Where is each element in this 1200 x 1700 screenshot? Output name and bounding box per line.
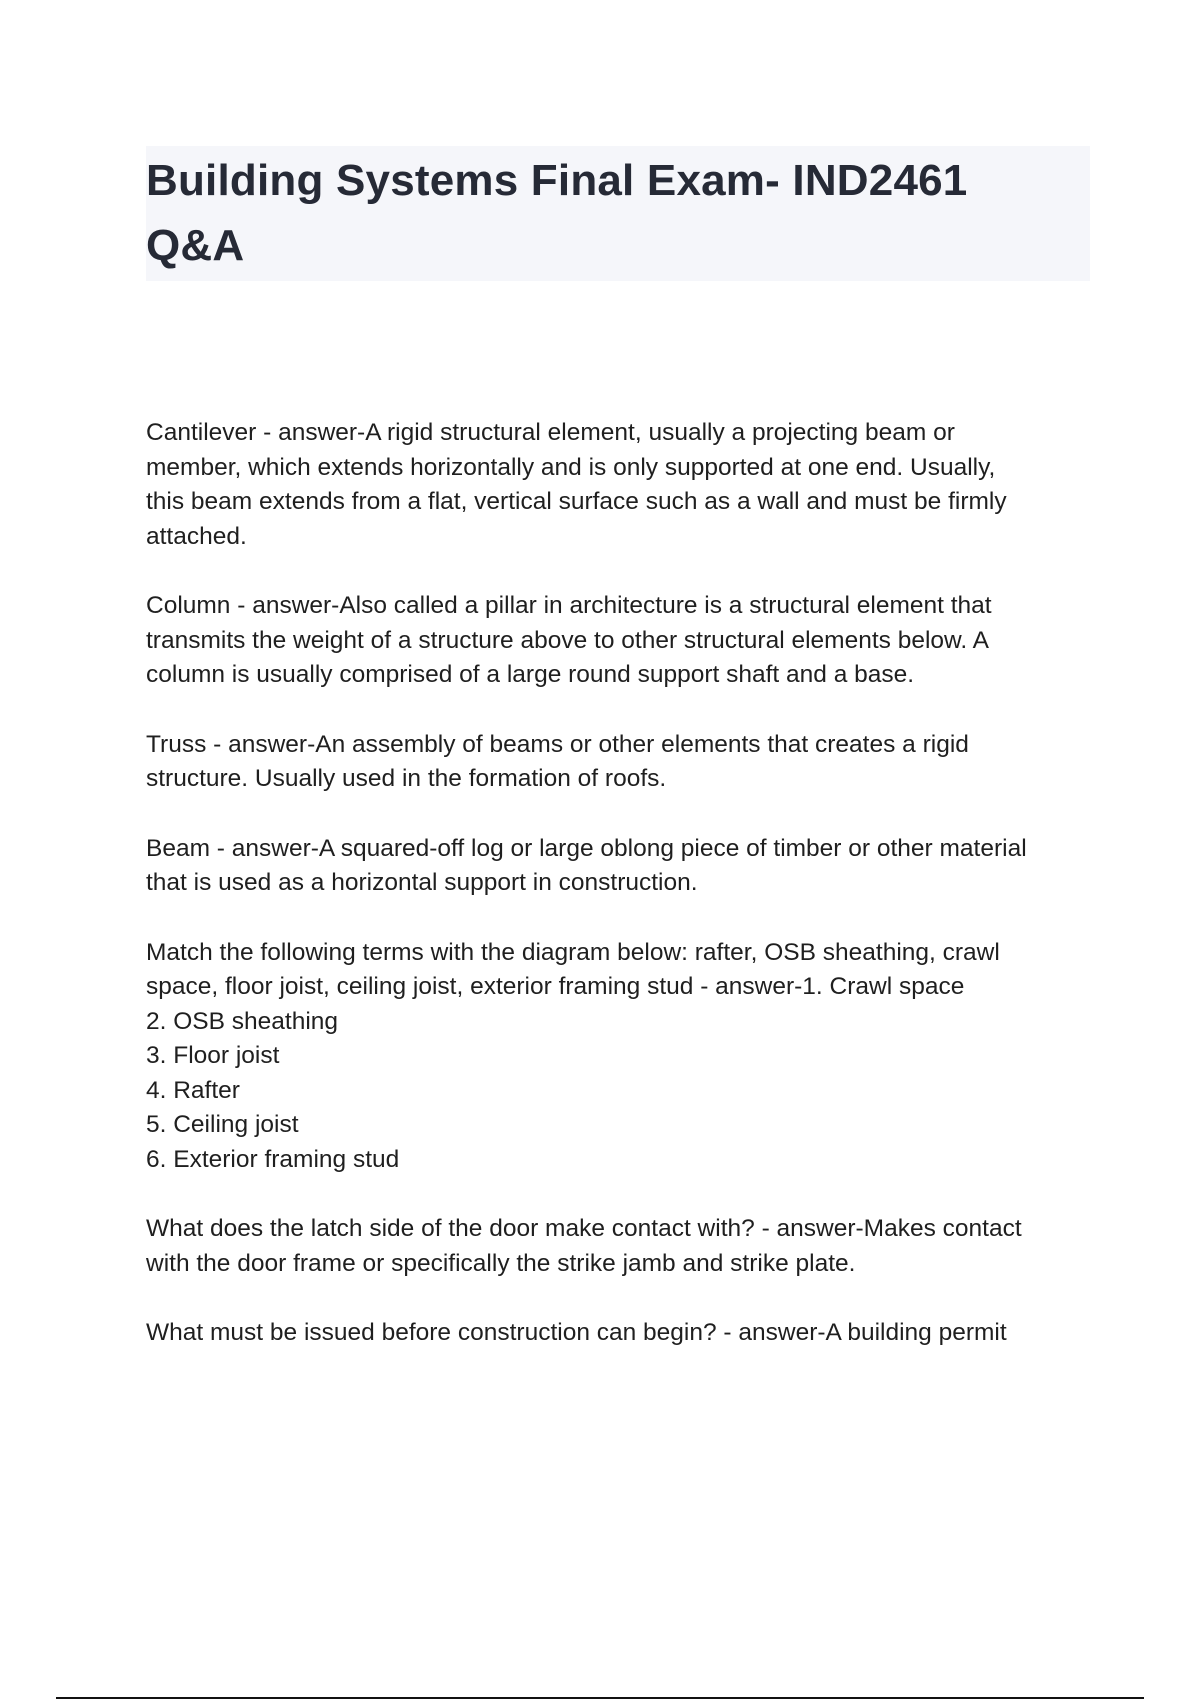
text-line: Cantilever - answer-A rigid structural element, usually a projecting beam or xyxy=(146,419,955,446)
qa-entry-cantilever xyxy=(146,416,1096,554)
qa-entry-diagram-match xyxy=(146,936,1096,1178)
qa-entry-beam xyxy=(146,832,1096,901)
title-block xyxy=(146,146,1090,281)
text-line: Column - answer-Also called a pillar in architecture is a structural element that xyxy=(146,592,992,619)
text-line: attached. xyxy=(146,522,247,550)
list-item: 4. Rafter xyxy=(146,1076,240,1104)
text-line: What must be issued before construction can begin? - answer-A building permit xyxy=(146,1319,1007,1346)
text-line: What does the latch side of the door make contact with? - answer-Makes contact xyxy=(146,1215,1022,1242)
text-line: Match the following terms with the diagram below: rafter, OSB sheathing, crawl xyxy=(146,938,1000,966)
text-line: structure. Usually used in the formation of roofs. xyxy=(146,765,667,792)
text-line: member, which extends horizontally and is only supported at one end. Usually, xyxy=(146,453,996,481)
list-item: 3. Floor joist xyxy=(146,1042,280,1069)
qa-entry-truss xyxy=(146,728,1096,797)
text-line: Truss - answer-An assembly of beams or other elements that creates a rigid xyxy=(146,730,969,758)
qa-entry-door-latch xyxy=(146,1212,1096,1281)
title-line: Q&A xyxy=(146,221,245,270)
qa-entry-column xyxy=(146,589,1096,693)
text-line: Beam - answer-A squared-off log or large oblong piece of timber or other material xyxy=(146,834,1027,862)
qa-entry-building-permit xyxy=(146,1316,1096,1351)
text-line: this beam extends from a flat, vertical surface such as a wall and must be firmly xyxy=(146,488,1007,515)
qa-content xyxy=(146,416,1096,1386)
document-title xyxy=(146,148,1090,278)
list-item: 6. Exterior framing stud xyxy=(146,1145,400,1173)
text-line: with the door frame or specifically the strike jamb and strike plate. xyxy=(146,1249,856,1277)
text-line: space, floor joist, ceiling joist, exterior framing stud - answer-1. Crawl space xyxy=(146,973,965,1000)
bottom-divider xyxy=(56,1697,1144,1699)
list-item: 2. OSB sheathing xyxy=(146,1007,339,1035)
text-line: transmits the weight of a structure above to other structural elements below. A xyxy=(146,626,989,654)
text-line: column is usually comprised of a large round support shaft and a base. xyxy=(146,661,915,688)
title-line: Building Systems Final Exam- IND2461 xyxy=(146,156,968,205)
text-line: that is used as a horizontal support in construction. xyxy=(146,869,698,896)
list-item: 5. Ceiling joist xyxy=(146,1111,299,1138)
